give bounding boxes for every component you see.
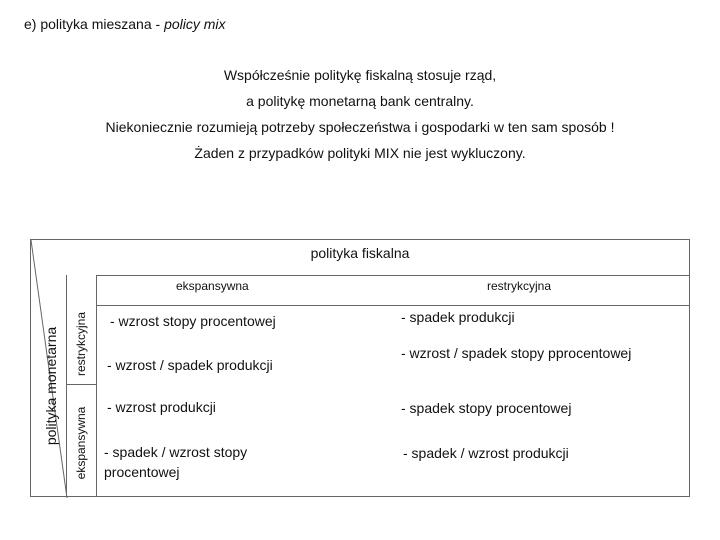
intro-line: Niekoniecznie rozumieją potrzeby społeczeństwa i gospodarki w ten sam sposób ! (105, 119, 615, 135)
table-cell: - spadek stopy procentowej (401, 400, 572, 416)
column-header-expansive: ekspansywna (176, 279, 249, 293)
section-heading (24, 16, 226, 32)
column-group-header: polityka fiskalna (310, 245, 410, 261)
intro-line: a politykę monetarną bank centralny. (246, 93, 474, 109)
header-divider (96, 305, 690, 306)
table-cell: - wzrost produkcji (107, 399, 216, 415)
row-group-divider (66, 275, 67, 497)
row-header-expansive: ekspansywna (74, 406, 88, 480)
row-header-restrictive: restrykcyjna (74, 311, 88, 377)
table-cell: - spadek / wzrost produkcji (403, 445, 569, 461)
intro-text (0, 62, 720, 166)
table-cell: - wzrost / spadek produkcji (107, 357, 273, 373)
table-cell: - wzrost / spadek stopy pprocentowej (401, 345, 632, 361)
table-cell: - spadek produkcji (401, 309, 515, 325)
column-header-restrictive: restrykcyjna (487, 279, 552, 293)
intro-line: Żaden z przypadków polityki MIX nie jest wykluczony. (194, 145, 526, 161)
intro-line: Współcześnie politykę fiskalną stosuje rząd, (223, 67, 497, 83)
row-header-separator (66, 384, 96, 385)
table-cell: - spadek / wzrost stopy procentowej (104, 444, 248, 480)
column-group-divider (96, 275, 690, 276)
heading-english: policy mix (164, 16, 226, 32)
row-header-divider (96, 275, 97, 497)
row-group-header: polityka monetarna (43, 326, 59, 446)
table-cell: - wzrost stopy procentowej (110, 313, 276, 329)
heading-prefix: e) polityka mieszana - (24, 16, 165, 32)
